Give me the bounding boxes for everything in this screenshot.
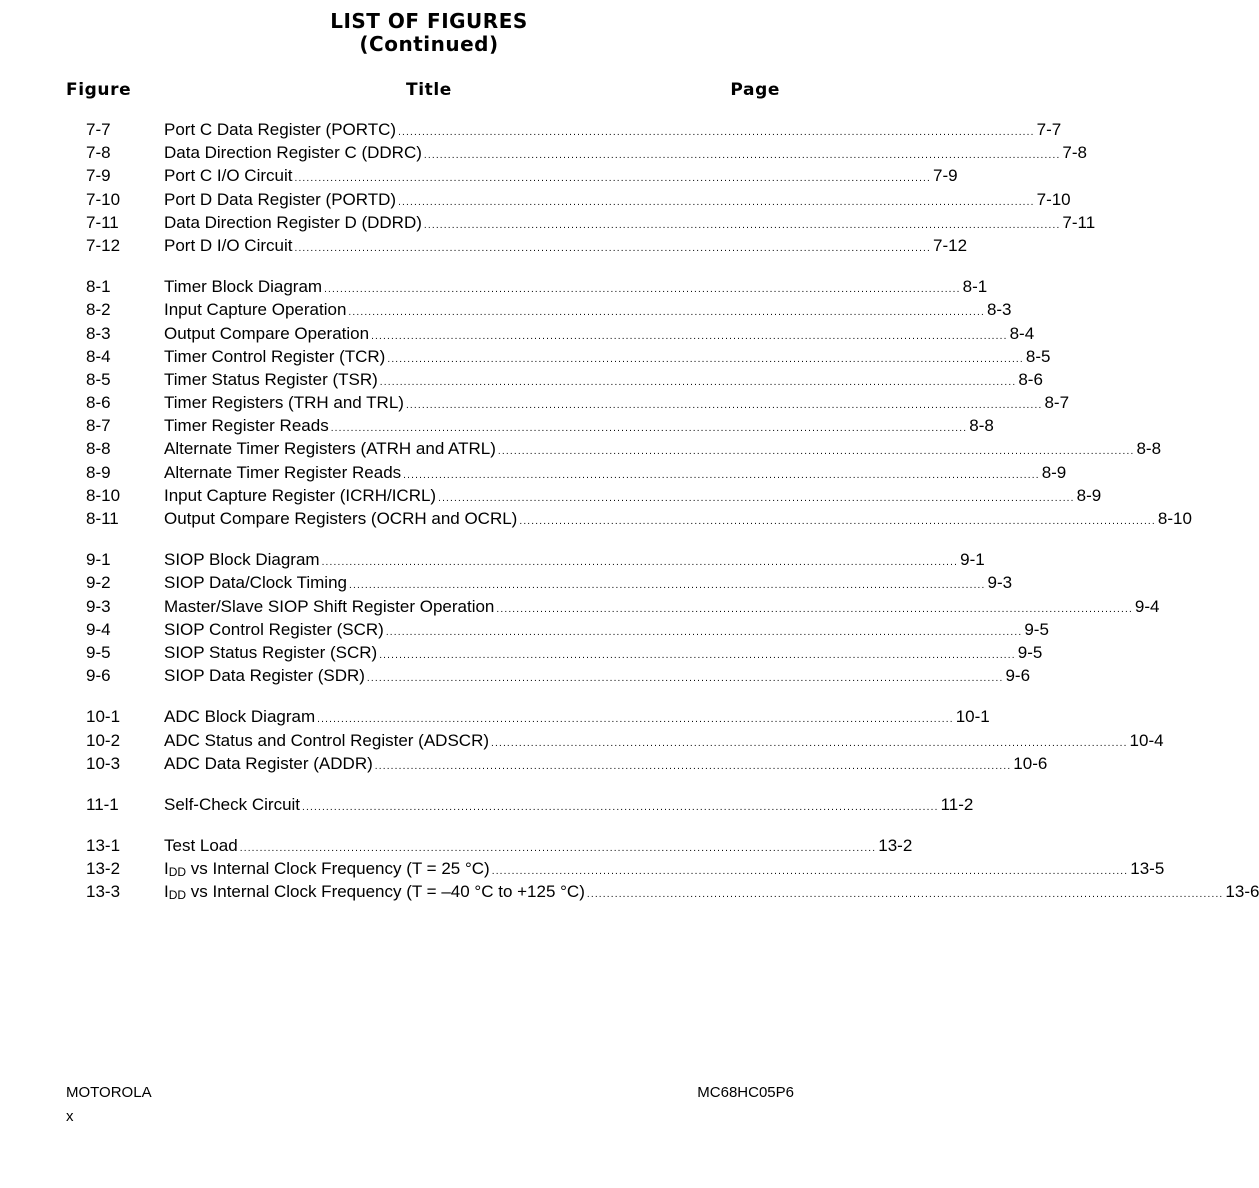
figure-entry[interactable]: [0, 211, 1096, 234]
figure-title: [164, 141, 422, 164]
dot-leader: ................................................................................................................................................................: [294, 173, 931, 185]
figure-title-text: SIOP Data/Clock Timing: [164, 573, 347, 593]
figure-number: 8-10: [86, 485, 121, 505]
figure-entry-line: [164, 752, 1048, 775]
figure-number: 8-7: [86, 416, 111, 436]
figure-number: 7-7: [86, 120, 111, 139]
page-number: 8-9: [1041, 462, 1067, 482]
figure-number: 9-6: [86, 666, 111, 686]
figure-entry-line: [164, 507, 1192, 530]
dot-leader: ................................................................................................................................................................: [379, 376, 1017, 388]
figure-entry[interactable]: [0, 507, 1192, 530]
figure-entry-line: [164, 729, 1164, 752]
figure-entry-line: [164, 275, 988, 298]
page-number: 9-4: [1134, 596, 1160, 616]
dot-leader: ................................................................................................................................................................: [586, 889, 1224, 901]
figure-entry-line: [164, 484, 1102, 507]
figure-entry[interactable]: [0, 752, 1048, 775]
page-number: 13-2: [878, 836, 913, 856]
figure-title-text: Timer Control Register (TCR): [164, 346, 386, 366]
dot-leader: ................................................................................................................................................................: [321, 557, 959, 569]
page-number: 8-5: [1025, 346, 1051, 366]
figure-title-text: SIOP Block Diagram: [164, 550, 320, 570]
figure-title-text: Timer Registers (TRH and TRL): [164, 393, 404, 413]
figure-entry[interactable]: [0, 141, 1087, 164]
figure-entry[interactable]: [0, 705, 990, 728]
figure-number: 7-8: [86, 143, 111, 163]
figure-title-text: Data Direction Register D (DDRD): [164, 212, 422, 232]
figure-entry-line: [164, 548, 985, 571]
page-number: 7-11: [1062, 212, 1096, 232]
figure-title-text: ADC Data Register (ADDR): [164, 753, 373, 773]
figure-entry-line: [164, 345, 1051, 368]
dot-leader: ................................................................................................................................................................: [379, 649, 1016, 661]
figure-group: [0, 118, 1096, 257]
figure-title: [164, 484, 436, 507]
page-number: 13-5: [1130, 859, 1165, 879]
figure-title-text: Output Compare Registers (OCRH and OCRL): [164, 509, 518, 528]
page-number: 8-9: [1076, 485, 1102, 505]
footer-part-number: MC68HC05P6: [697, 1084, 794, 1101]
figure-title: [164, 275, 322, 298]
figure-entry-line: [164, 641, 1043, 664]
dot-leader: ................................................................................................................................................................: [366, 673, 1004, 685]
page-number: 8-4: [1009, 323, 1035, 343]
figure-entry-line: [164, 705, 990, 728]
figure-number: 11-1: [86, 794, 119, 814]
figure-number: 8-5: [86, 369, 111, 389]
figure-entry[interactable]: [0, 793, 974, 816]
figure-number: 10-3: [86, 753, 121, 773]
figure-title-subscript: DD: [168, 888, 187, 903]
dot-leader: ................................................................................................................................................................: [519, 516, 1156, 527]
figure-title: [164, 461, 401, 484]
footer-page-number: x: [66, 1108, 74, 1125]
figure-entry-line: [164, 618, 1049, 641]
figure-group: [0, 705, 1164, 775]
figure-title-text: Data Direction Register C (DDRC): [164, 143, 422, 163]
figure-title: [164, 345, 385, 368]
figure-title-subscript: DD: [168, 865, 187, 880]
figure-group: [0, 275, 1192, 530]
figure-entry[interactable]: [0, 664, 1031, 687]
dot-leader: ................................................................................................................................................................: [239, 843, 877, 855]
figure-entry[interactable]: [0, 641, 1043, 664]
figure-entry[interactable]: [0, 595, 1160, 618]
dot-leader: ................................................................................................................................................................: [423, 150, 1061, 162]
page-number: 10-4: [1129, 730, 1164, 750]
dot-leader: ................................................................................................................................................................: [385, 626, 1023, 638]
figure-number: 10-2: [86, 730, 121, 750]
figure-title: [164, 118, 396, 141]
figure-number: 10-1: [86, 707, 121, 727]
figure-title: [164, 834, 238, 857]
figure-title: [164, 880, 585, 907]
figure-entry[interactable]: [0, 188, 1071, 211]
figure-entry[interactable]: [0, 164, 958, 187]
figure-number: 9-5: [86, 642, 111, 662]
dot-leader: ................................................................................................................................................................: [374, 760, 1012, 772]
figure-title-text: Input Capture Operation: [164, 300, 347, 320]
figure-title: [164, 298, 346, 321]
page-number: 7-7: [1036, 120, 1062, 139]
figure-title-text: Master/Slave SIOP Shift Register Operation: [164, 596, 495, 616]
figure-entry-line: [164, 298, 1012, 321]
page-number: 7-9: [933, 166, 958, 186]
figure-title: [164, 618, 384, 641]
figure-title: [164, 164, 292, 187]
figure-entry[interactable]: [0, 118, 1062, 141]
figure-entry-line: [164, 414, 994, 437]
figure-entry[interactable]: [0, 437, 1162, 460]
figure-title: [164, 437, 496, 460]
figure-entry[interactable]: [0, 857, 1165, 880]
figure-title-text: Port C Data Register (PORTC): [164, 120, 397, 139]
figure-entry[interactable]: [0, 834, 918, 857]
dot-leader: ................................................................................................................................................................: [330, 423, 968, 435]
figure-title-text: Port D I/O Circuit: [164, 235, 293, 255]
figure-title-text: Timer Register Reads: [164, 416, 329, 436]
dot-leader: ................................................................................................................................................................: [491, 737, 1128, 749]
dot-leader: ................................................................................................................................................................: [496, 603, 1133, 615]
figure-title: [164, 234, 292, 257]
dot-leader: ................................................................................................................................................................: [317, 714, 954, 726]
figure-number: 8-2: [86, 300, 111, 320]
figure-title-text: SIOP Data Register (SDR): [164, 666, 365, 686]
page-number: 7-8: [1062, 143, 1087, 163]
dot-leader: ................................................................................................................................................................: [497, 446, 1135, 458]
figure-entry-line: [164, 164, 958, 187]
figure-title-text: ADC Block Diagram: [164, 707, 316, 727]
figure-entry-line: [164, 437, 1162, 460]
figure-title-text: Alternate Timer Register Reads: [164, 462, 402, 482]
figure-entry-line: [164, 211, 1096, 234]
figure-entry[interactable]: [0, 880, 1259, 903]
figure-entry-line: [164, 118, 1062, 141]
figure-entry[interactable]: [0, 548, 985, 571]
figure-entry[interactable]: [0, 391, 1070, 414]
figure-title-text: Alternate Timer Registers (ATRH and ATRL): [164, 439, 496, 459]
figure-title-text: Input Capture Register (ICRH/ICRL): [164, 485, 437, 505]
figure-title-text: Port D Data Register (PORTD): [164, 189, 397, 209]
figure-title: [164, 391, 404, 414]
page-number: 8-3: [986, 300, 1012, 320]
figure-entry-line: [164, 188, 1071, 211]
dot-leader: ................................................................................................................................................................: [387, 353, 1024, 365]
figure-entry[interactable]: [0, 322, 1035, 345]
figure-number: 8-11: [86, 509, 119, 528]
figure-title: [164, 641, 377, 664]
figure-entry-line: [164, 368, 1043, 391]
dot-leader: ................................................................................................................................................................: [348, 307, 985, 319]
figure-title-text: SIOP Status Register (SCR): [164, 642, 378, 662]
figure-number: 9-2: [86, 573, 111, 593]
figure-entry-line: [164, 834, 913, 857]
page-number: 8-8: [1136, 439, 1162, 459]
figure-number: 8-1: [86, 277, 111, 297]
dot-leader: ................................................................................................................................................................: [371, 330, 1008, 342]
figure-title-symbol: I: [164, 882, 169, 902]
page-number: 8-8: [969, 416, 994, 436]
dot-leader: ................................................................................................................................................................: [405, 400, 1043, 412]
figure-entry[interactable]: [0, 234, 968, 257]
figure-title-text: Output Compare Operation: [164, 323, 370, 343]
figure-title-text: SIOP Control Register (SCR): [164, 619, 384, 639]
dot-leader: ................................................................................................................................................................: [423, 219, 1061, 231]
figure-title: [164, 507, 517, 530]
figure-title-text: Timer Block Diagram: [164, 277, 323, 297]
figure-entry[interactable]: [0, 729, 1164, 752]
figure-title: [164, 414, 329, 437]
figure-number: 13-1: [86, 836, 121, 856]
figure-title-symbol: I: [164, 859, 169, 879]
figure-number: 8-3: [86, 323, 111, 343]
figure-entry-line: [164, 664, 1031, 687]
page-number: 11-2: [940, 794, 974, 814]
figure-title: [164, 752, 373, 775]
figure-title: [164, 211, 422, 234]
page-title-line1: LIST OF FIGURES: [330, 9, 528, 33]
figure-title: [164, 705, 315, 728]
dot-leader: ................................................................................................................................................................: [398, 127, 1035, 138]
figure-entry[interactable]: [0, 484, 1102, 507]
dot-leader: ................................................................................................................................................................: [348, 580, 986, 592]
page-number: 8-1: [962, 277, 988, 297]
page-title-line2: (Continued): [359, 32, 499, 56]
figure-title: [164, 729, 489, 752]
figure-title-text: Timer Status Register (TSR): [164, 369, 378, 389]
figure-number: 8-9: [86, 462, 111, 482]
figure-entry-line: [164, 391, 1070, 414]
figure-number: 7-11: [86, 212, 119, 232]
figure-title: [164, 188, 396, 211]
figure-title: [164, 322, 369, 345]
figure-entry[interactable]: [0, 275, 988, 298]
page-number: 8-6: [1018, 369, 1043, 389]
column-header-title: Title: [406, 80, 452, 100]
page-number: 7-12: [933, 235, 968, 255]
figure-title: [164, 548, 320, 571]
page-number: 13-6: [1225, 882, 1259, 902]
figure-entry[interactable]: [0, 414, 994, 437]
dot-leader: ................................................................................................................................................................: [324, 284, 961, 296]
dot-leader: ................................................................................................................................................................: [438, 492, 1075, 504]
figure-entry[interactable]: [0, 571, 1013, 594]
figure-entry-line: [164, 322, 1035, 345]
dot-leader: ................................................................................................................................................................: [403, 469, 1040, 481]
column-header-page: Page: [730, 80, 780, 100]
dot-leader: ................................................................................................................................................................: [491, 866, 1129, 878]
footer-publisher: MOTOROLA: [66, 1084, 152, 1101]
figure-entry-line: [164, 234, 968, 257]
column-header-figure: Figure: [66, 80, 132, 100]
page-number: 9-5: [1017, 642, 1043, 662]
figure-title-text: Test Load: [164, 836, 238, 856]
figure-entry-line: [164, 595, 1160, 618]
page-number: 10-1: [955, 707, 990, 727]
figure-title-text: vs Internal Clock Frequency (T = 25 °C): [186, 859, 490, 879]
figure-group: [0, 834, 1259, 904]
figure-list: [0, 118, 1259, 922]
figure-title: [164, 571, 347, 594]
figure-number: 8-8: [86, 439, 111, 459]
figure-title-text: vs Internal Clock Frequency (T = –40 °C to +125 °C): [186, 882, 585, 902]
figure-entry[interactable]: [0, 368, 1043, 391]
figure-entry[interactable]: [0, 345, 1051, 368]
figure-number: 8-4: [86, 346, 111, 366]
figure-entry[interactable]: [0, 298, 1012, 321]
figure-title-text: Port C I/O Circuit: [164, 166, 293, 186]
figure-title: [164, 664, 365, 687]
figure-number: 7-10: [86, 189, 121, 209]
page-title: [0, 10, 858, 56]
figure-entry-line: [164, 571, 1013, 594]
figure-title: [164, 595, 494, 618]
figure-entry[interactable]: [0, 461, 1067, 484]
page-number: 8-10: [1157, 509, 1192, 528]
page-number: 7-10: [1036, 189, 1071, 209]
figure-entry-line: [164, 141, 1087, 164]
dot-leader: ................................................................................................................................................................: [302, 801, 939, 813]
figure-number: 7-9: [86, 166, 111, 186]
page-number: 9-5: [1024, 619, 1049, 639]
figure-number: 9-4: [86, 619, 111, 639]
page-number: 8-7: [1044, 393, 1070, 413]
page-number: 9-3: [987, 573, 1013, 593]
figure-group: [0, 793, 974, 816]
figure-number: 9-1: [86, 550, 111, 570]
dot-leader: ................................................................................................................................................................: [294, 242, 931, 254]
page-number: 9-1: [960, 550, 985, 570]
figure-title-text: Self-Check Circuit: [164, 794, 301, 814]
figure-number: 13-3: [86, 882, 121, 902]
figure-number: 9-3: [86, 596, 111, 616]
figure-entry-line: [164, 461, 1067, 484]
figure-title-text: ADC Status and Control Register (ADSCR): [164, 730, 490, 750]
figure-entry-line: [164, 793, 974, 816]
figure-number: 13-2: [86, 859, 121, 879]
page-number: 9-6: [1005, 666, 1031, 686]
figure-number: 7-12: [86, 235, 121, 255]
figure-title: [164, 368, 378, 391]
figure-entry-line: [164, 880, 1259, 907]
figure-number: 8-6: [86, 393, 111, 413]
page-number: 10-6: [1013, 753, 1048, 773]
figure-entry[interactable]: [0, 618, 1049, 641]
figure-group: [0, 548, 1160, 687]
figure-title: [164, 793, 300, 816]
dot-leader: ................................................................................................................................................................: [398, 196, 1035, 208]
